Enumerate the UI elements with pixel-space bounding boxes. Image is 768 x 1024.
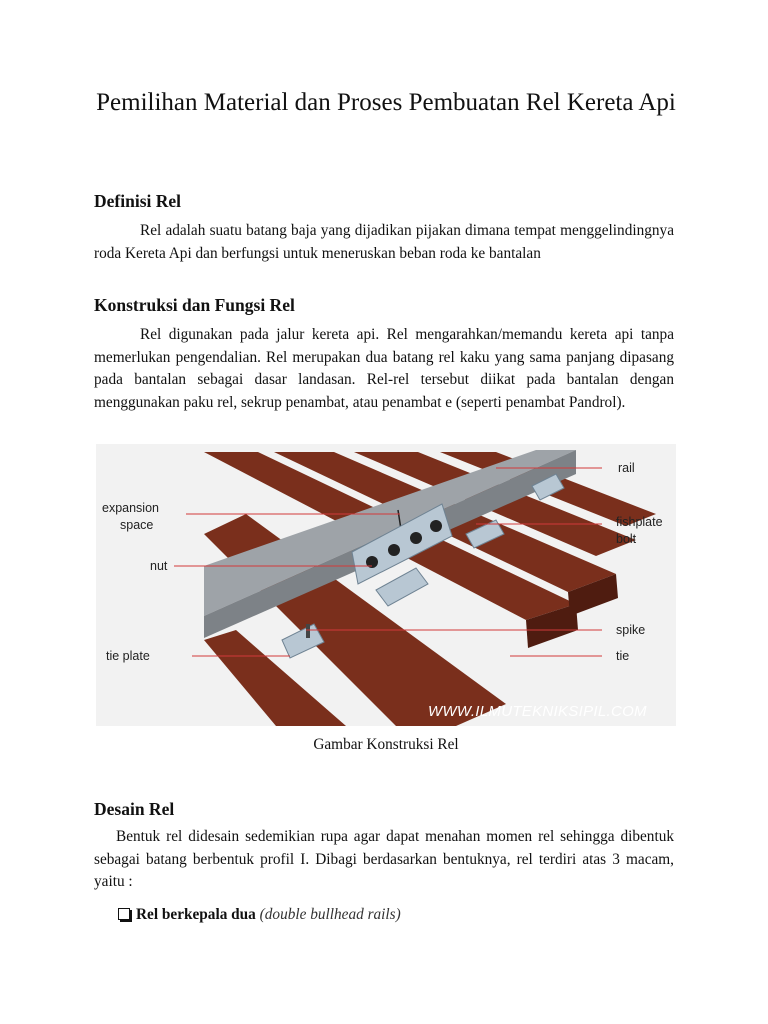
nut-4: [430, 520, 442, 532]
paragraph-desain: Bentuk rel didesain sedemikian rupa agar dapat menahan momen rel sehingga dibentuk sebagai batang berbentuk profil I. Dibagi berdasarkan bentuknya, rel terdiri atas 3 macam, yaitu :: [94, 828, 674, 890]
paragraph-definisi: Rel adalah suatu batang baja yang dijadikan pijakan dimana tempat menggelindingnya roda Kereta Api dan berfungsi untuk meneruskan beban roda ke bantalan: [94, 222, 674, 262]
watermark: WWW.ILMUTEKNIKSIPIL.COM: [428, 703, 647, 720]
label-bolt: bolt: [616, 532, 637, 546]
bullet-rel-berkepala-dua: [118, 904, 401, 926]
bullet-alt-name: (double bullhead rails): [259, 906, 401, 923]
label-rail: rail: [618, 461, 635, 475]
nut-2: [388, 544, 400, 556]
document-title: Pemilihan Material dan Proses Pembuatan Rel Kereta Api: [96, 89, 676, 116]
label-spike: spike: [616, 623, 646, 637]
spike-head: [306, 624, 310, 638]
figure-caption: Gambar Konstruksi Rel: [313, 736, 459, 753]
label-space: space: [120, 518, 154, 532]
heading-konstruksi-fungsi: Konstruksi dan Fungsi Rel: [94, 295, 295, 315]
paragraph-konstruksi: Rel digunakan pada jalur kereta api. Rel mengarahkan/memandu kereta api tanpa memerlukan pengendalian. Rel merupakan dua batang rel kaku yang sama panjang dipasang pada bantalan sebagai dasar landasan. Rel-rel tersebut diikat pada bantalan dengan menggunakan paku rel, sekrup penambat, atau penambat e (seperti penambat Pandrol).: [94, 326, 674, 411]
label-fishplate: fishplate: [616, 515, 663, 529]
rail-diagram: [96, 444, 676, 726]
heading-desain-rel: Desain Rel: [94, 799, 175, 819]
checkbox-bullet-icon: [118, 908, 130, 920]
label-expansion: expansion: [102, 501, 159, 515]
label-tie-plate: tie plate: [106, 649, 150, 663]
heading-definisi-rel: Definisi Rel: [94, 191, 182, 211]
bullet-label: Rel berkepala dua: [136, 906, 256, 923]
rail-construction-figure: [96, 444, 676, 726]
label-nut: nut: [150, 559, 168, 573]
nut-3: [410, 532, 422, 544]
label-tie: tie: [616, 649, 630, 663]
